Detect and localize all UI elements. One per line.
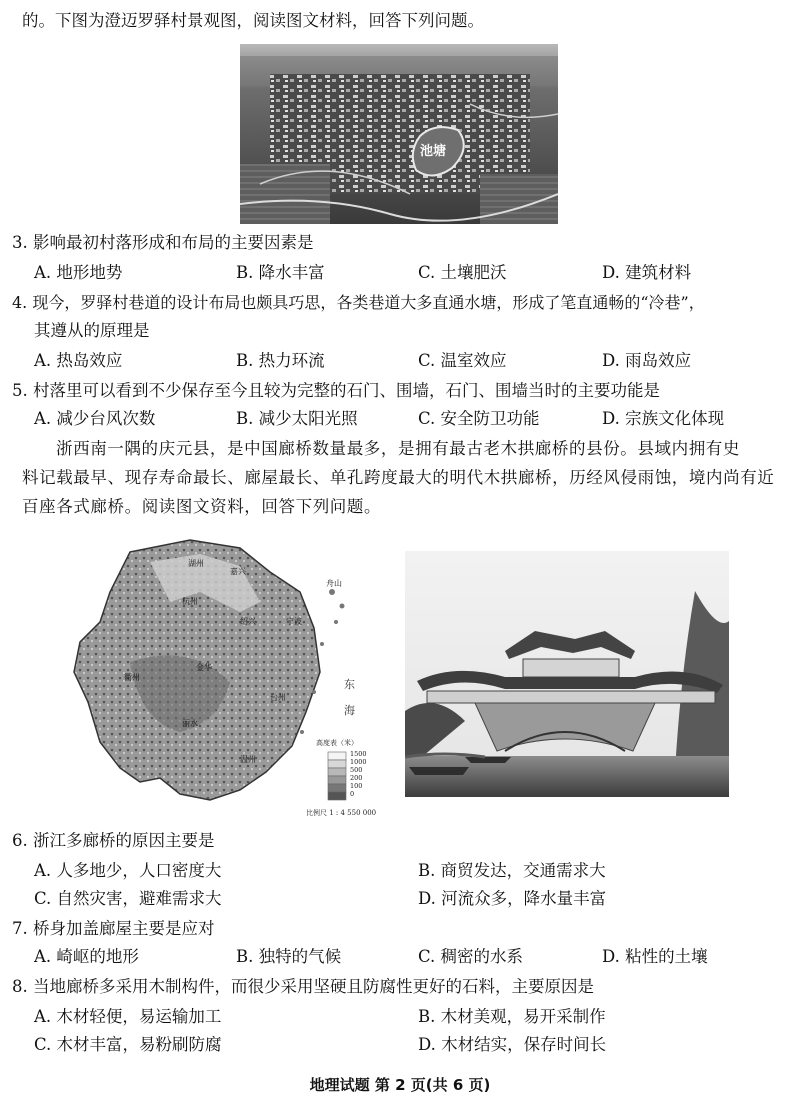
map-legend-values [350, 750, 367, 798]
map-sea-label: 东 海 [344, 678, 355, 717]
legend-value: 200 [350, 774, 363, 782]
q6-stem: 6. 浙江多廊桥的原因主要是 [12, 831, 215, 850]
q5-option-d: D. 宗族文化体现 [602, 409, 725, 428]
legend-value: 0 [350, 790, 355, 798]
zhejiang-relief-map [70, 532, 388, 822]
q4-stem-line2: 其遵从的原理是 [34, 321, 150, 340]
map-city-wenzhou: 温州 [240, 755, 256, 764]
q5-option-c: C. 安全防卫功能 [418, 409, 540, 428]
legend-value: 100 [350, 782, 363, 790]
q5-option-b: B. 减少太阳光照 [236, 409, 358, 428]
q4-stem-line1: 4. 现今，罗驿村巷道的设计布局也颇具巧思，各类巷道大多直通水塘，形成了笔直通畅的“冷巷”， [12, 293, 705, 312]
map-city-jiaxing: 嘉兴 [230, 567, 246, 576]
q3-option-b: B. 降水丰富 [236, 263, 325, 282]
map-city-shaoxing: 绍兴 [240, 617, 256, 626]
q3-option-a: A. 地形地势 [34, 263, 123, 282]
q7-option-a: A. 崎岖的地形 [34, 947, 139, 966]
q8-option-a: A. 木材轻便，易运输加工 [34, 1007, 222, 1026]
q8-option-c: C. 木材丰富，易粉刷防腐 [34, 1035, 222, 1054]
q5-option-a: A. 减少台风次数 [34, 409, 156, 428]
pond-label: 池塘 [420, 144, 447, 159]
map-city-jinhua: 金华 [196, 663, 212, 672]
q7-option-d: D. 粘性的土壤 [602, 947, 708, 966]
legend-value: 1500 [350, 750, 367, 758]
map-legend-title: 高度表（米） [316, 739, 358, 747]
q4-option-a: A. 热岛效应 [34, 351, 123, 370]
map-city-huzhou: 湖州 [188, 559, 204, 568]
q8-stem: 8. 当地廊桥多采用木制构件，而很少采用坚硬且防腐性更好的石料，主要原因是 [12, 977, 594, 996]
village-photo [240, 44, 558, 224]
map-city-quzhou: 衢州 [124, 673, 140, 682]
q4-option-d: D. 雨岛效应 [602, 351, 692, 370]
q7-option-b: B. 独特的气候 [236, 947, 342, 966]
map-scale: 比例尺 1 : 4 550 000 [306, 809, 377, 817]
q7-stem: 7. 桥身加盖廊屋主要是应对 [12, 919, 215, 938]
legend-value: 1000 [350, 758, 367, 766]
intro-text: 的。下图为澄迈罗驿村景观图，阅读图文材料，回答下列问题。 [22, 11, 484, 30]
map-city-taizhou: 台州 [270, 693, 286, 702]
q6-option-b: B. 商贸发达，交通需求大 [418, 861, 606, 880]
passage-line2: 料记载最早、现存寿命最长、廊屋最长、单孔跨度最大的明代木拱廊桥，历经风侵雨蚀，境内尚有近 [22, 468, 775, 487]
page-footer: 地理试题 第 2 页(共 6 页) [309, 1076, 491, 1094]
map-city-zhoushan: 舟山 [326, 579, 342, 588]
q3-option-c: C. 土壤肥沃 [418, 263, 507, 282]
q3-stem: 3. 影响最初村落形成和布局的主要因素是 [12, 233, 314, 252]
q5-stem: 5. 村落里可以看到不少保存至今且较为完整的石门、围墙，石门、围墙当时的主要功能是 [12, 381, 660, 400]
q6-option-d: D. 河流众多，降水量丰富 [418, 889, 607, 908]
q8-option-d: D. 木材结实，保存时间长 [418, 1035, 607, 1054]
q4-option-b: B. 热力环流 [236, 351, 325, 370]
map-city-lishui: 丽水 [182, 719, 198, 728]
q3-option-d: D. 建筑材料 [602, 263, 692, 282]
q8-option-b: B. 木材美观，易开采制作 [418, 1007, 606, 1026]
passage-line3: 百座各式廊桥。阅读图文资料，回答下列问题。 [22, 497, 382, 516]
q4-option-c: C. 温室效应 [418, 351, 507, 370]
passage-line1: 浙西南一隅的庆元县，是中国廊桥数量最多，是拥有最古老木拱廊桥的县份。县域内拥有史 [56, 439, 740, 458]
map-city-ningbo: 宁波 [286, 617, 302, 626]
covered-bridge-photo [405, 551, 729, 797]
q6-option-a: A. 人多地少，人口密度大 [34, 861, 222, 880]
map-city-hangzhou: 杭州 [182, 597, 198, 606]
q6-option-c: C. 自然灾害，避难需求大 [34, 889, 222, 908]
q7-option-c: C. 稠密的水系 [418, 947, 524, 966]
legend-value: 500 [350, 766, 363, 774]
